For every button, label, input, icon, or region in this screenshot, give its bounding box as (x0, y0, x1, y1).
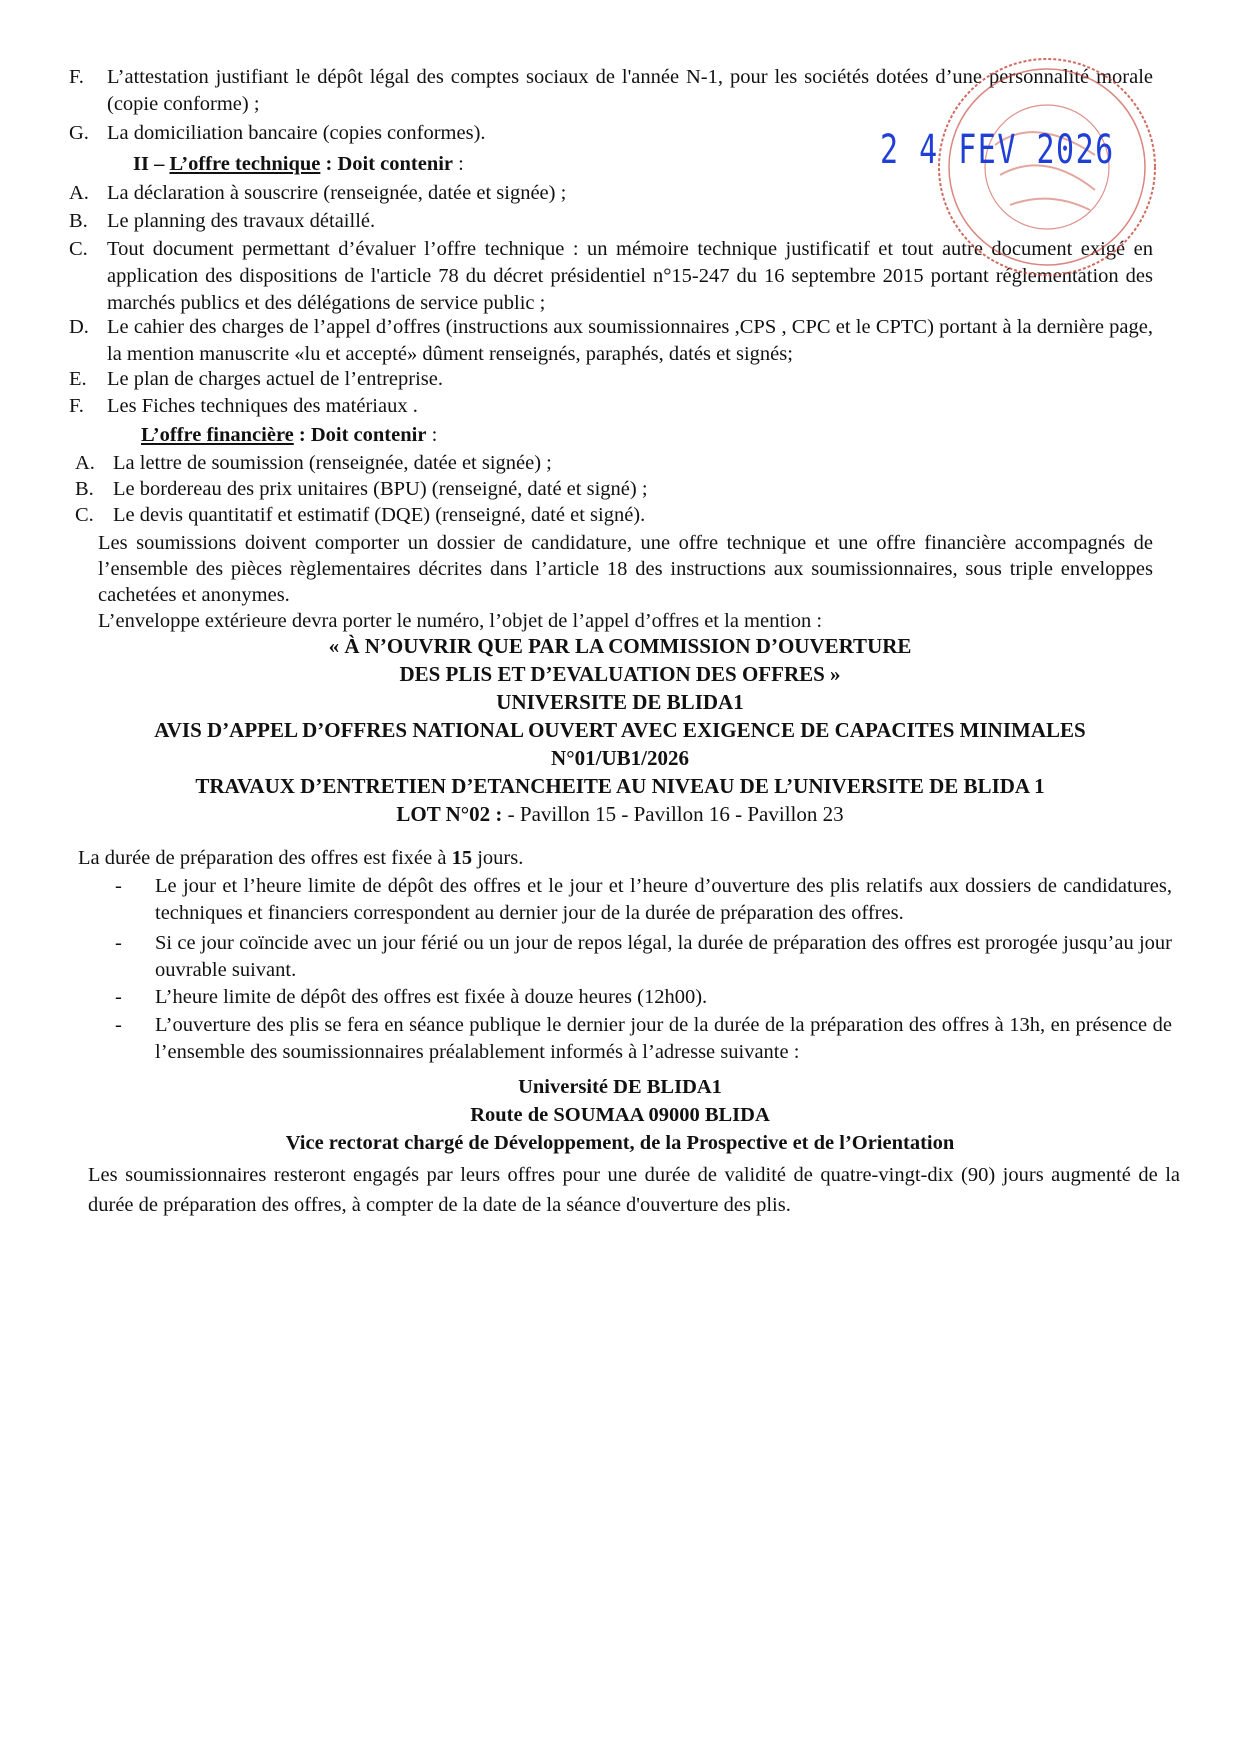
bullet-text: L’heure limite de dépôt des offres est fixée à douze heures (12h00). (155, 986, 708, 1008)
address-line: Vice rectorat chargé de Développement, de la Prospective et de l’Orientation (285, 1132, 955, 1154)
heading-title: L’offre technique (169, 153, 321, 175)
technical-offer-heading (133, 151, 464, 178)
list-item (75, 450, 1153, 477)
notice-title: AVIS D’APPEL D’OFFRES NATIONAL OUVERT AVEC EXIGENCE DE CAPACITES MINIMALES (154, 718, 1086, 742)
list-text: La lettre de soumission (renseignée, datée et signée) ; (113, 452, 552, 474)
bullet-marker: - (115, 1014, 122, 1036)
received-date-stamp: 2 4 FEV 2026 (880, 127, 1115, 173)
bullet-text: Le jour et l’heure limite de dépôt des offres et le jour et l’heure d’ouverture des plis relatifs aux dossiers de candidatures, techniques et financiers correspondent au dernier jour de la durée de préparation des offres. (155, 875, 1172, 924)
list-letter: A. (75, 452, 95, 474)
list-item (75, 502, 1153, 529)
bullet-marker: - (115, 932, 122, 954)
list-letter: C. (75, 504, 94, 526)
bullet-item (115, 873, 1172, 927)
heading-title: L’offre financière (141, 424, 294, 446)
address-line: Université DE BLIDA1 (518, 1076, 722, 1098)
bullet-marker: - (115, 986, 122, 1008)
mention-line: DES PLIS ET D’EVALUATION DES OFFRES » (399, 662, 841, 686)
duration-prefix: La durée de préparation des offres est fixée à (78, 847, 452, 869)
university-name: UNIVERSITE DE BLIDA1 (496, 690, 744, 714)
list-text: Les Fiches techniques des matériaux . (107, 395, 418, 417)
duration-suffix: jours. (472, 847, 524, 869)
heading-suffix: : Doit contenir (298, 424, 427, 446)
list-letter: B. (75, 478, 94, 500)
list-letter: G. (69, 122, 89, 144)
list-letter: F. (69, 66, 84, 88)
heading-colon: : (453, 153, 464, 175)
heading-prefix: II – (133, 153, 165, 175)
list-letter: B. (69, 210, 88, 232)
notice-number: N°01/UB1/2026 (551, 746, 689, 770)
list-letter: A. (69, 182, 89, 204)
list-letter: E. (69, 368, 87, 390)
financial-offer-heading (141, 422, 437, 449)
mention-line: « À N’OUVRIR QUE PAR LA COMMISSION D’OUVERTURE (328, 634, 912, 658)
bullet-text: Si ce jour coïncide avec un jour férié ou un jour de repos légal, la durée de préparation des offres est prorogée jusqu’au jour ouvrable suivant. (155, 932, 1172, 981)
duration-line (78, 845, 1153, 871)
envelope-paragraph: L’enveloppe extérieure devra porter le numéro, l’objet de l’appel d’offres et la mention : (98, 610, 823, 632)
envelope-mention (60, 632, 1180, 828)
lot-label: LOT N°02 : (396, 802, 503, 826)
list-letter: D. (69, 316, 89, 338)
lot-line (60, 800, 1180, 828)
list-item (75, 476, 1153, 503)
bullet-text: L’ouverture des plis se fera en séance publique le dernier jour de la durée de la préparation des offres à 13h, en présence de l’ensemble des soumissionnaires préalablement informés à l’adresse suivante : (155, 1014, 1172, 1063)
duration-days: 15 (451, 847, 473, 869)
list-item (69, 393, 1153, 420)
list-text: Le bordereau des prix unitaires (BPU) (renseigné, daté et signé) ; (113, 478, 648, 500)
heading-suffix: : Doit contenir (325, 153, 454, 175)
works-title: TRAVAUX D’ENTRETIEN D’ETANCHEITE AU NIVEAU DE L’UNIVERSITE DE BLIDA 1 (195, 774, 1045, 798)
list-text: Le devis quantitatif et estimatif (DQE) (renseigné, daté et signé). (113, 504, 646, 526)
bullet-item (115, 1012, 1172, 1066)
bullet-item (115, 930, 1172, 984)
list-letter: F. (69, 395, 84, 417)
address-block (60, 1073, 1180, 1157)
list-text: Le plan de charges actuel de l’entreprise. (107, 368, 443, 390)
closing-paragraph: Les soumissionnaires resteront engagés par leurs offres pour une durée de validité de quatre-vingt-dix (90) jours augmenté de la durée de préparation des offres, à compter de la date de la séance d'ouverture des plis. (88, 1164, 1180, 1216)
heading-colon: : (426, 424, 438, 446)
list-item (69, 314, 1153, 368)
list-text: Tout document permettant d’évaluer l’offre technique : un mémoire technique justificatif et tout autre document exigé en application des dispositions de l'article 78 du décret présidentiel n°15-247 du 16 septembre 2015 portant réglementation des marchés publics et des délégations de service public ; (107, 238, 1153, 314)
list-text: Le cahier des charges de l’appel d’offres (instructions aux soumissionnaires ,CPS , CPC et le CPTC) portant à la dernière page, la mention manuscrite «lu et accepté» dûment renseignés, paraphés, datés et signés; (107, 316, 1153, 365)
list-text: Le planning des travaux détaillé. (107, 210, 376, 232)
submission-paragraph: Les soumissions doivent comporter un dossier de candidature, une offre technique et une offre financière accompagnés de l’ensemble des pièces règlementaires décrites dans l’article 18 des instructions aux soumissionnaires, sous triple enveloppes cachetées et anonymes. (98, 532, 1153, 606)
list-item (69, 366, 1153, 393)
list-letter: C. (69, 238, 88, 260)
list-text: La déclaration à souscrire (renseignée, datée et signée) ; (107, 182, 567, 204)
bullet-item (115, 984, 1172, 1011)
lot-text: - Pavillon 15 - Pavillon 16 - Pavillon 23 (502, 802, 844, 826)
bullet-marker: - (115, 875, 122, 897)
list-text: La domiciliation bancaire (copies conformes). (107, 122, 486, 144)
address-line: Route de SOUMAA 09000 BLIDA (470, 1104, 770, 1126)
list-text: L’attestation justifiant le dépôt légal des comptes sociaux de l'année N-1, pour les sociétés dotées d’une personnalité morale (copie conforme) ; (107, 66, 1153, 115)
